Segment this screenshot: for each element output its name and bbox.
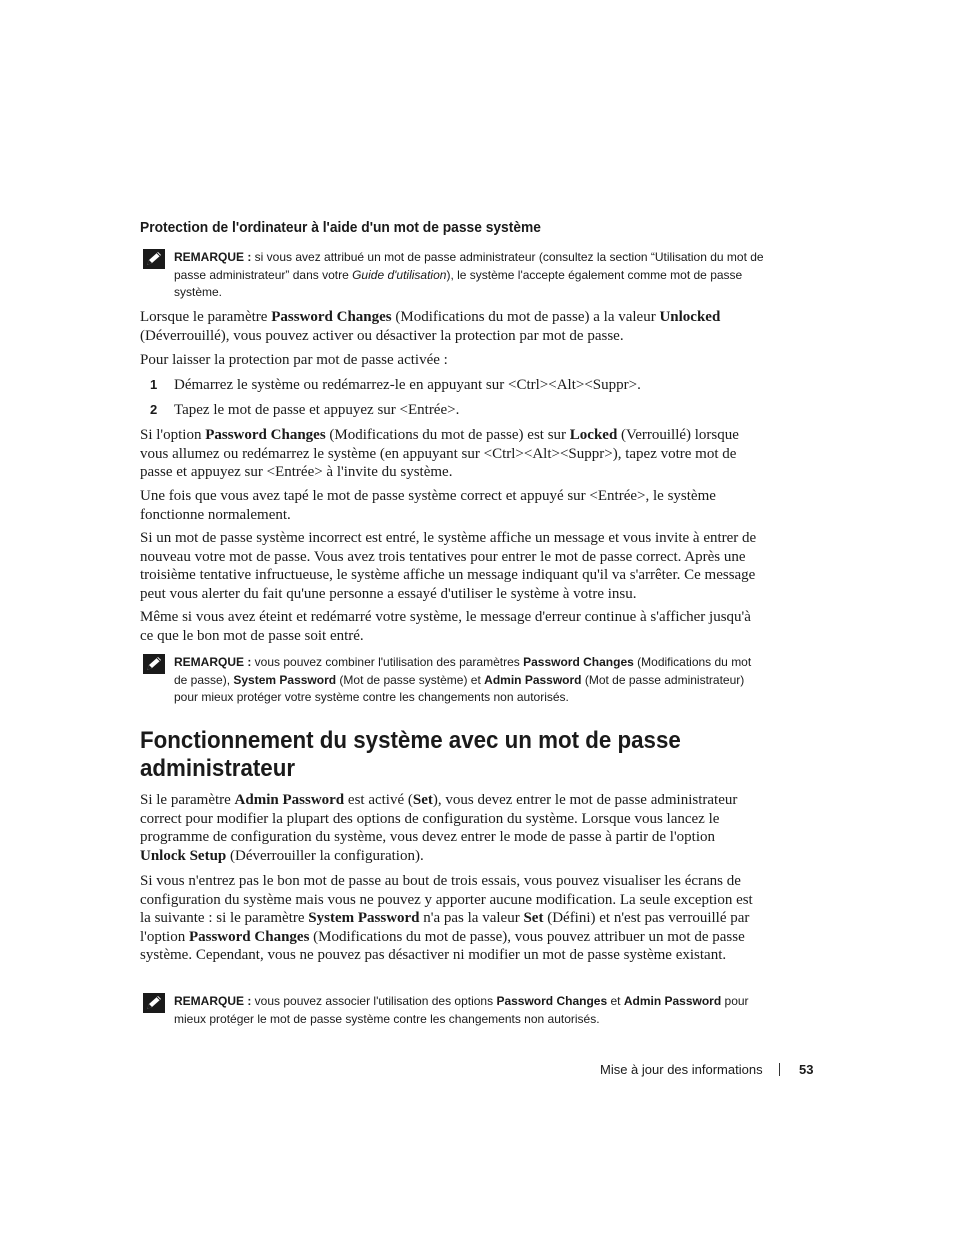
note-label: REMARQUE :: [174, 655, 252, 669]
footer-section-title: Mise à jour des informations: [600, 1062, 763, 1077]
step-text: Démarrez le système ou redémarrez-le en appuyant sur <Ctrl><Alt><Suppr>.: [174, 377, 641, 393]
setting-name: Password Changes: [496, 994, 608, 1008]
setting-value: Set: [412, 792, 433, 808]
page-number: 53: [799, 1062, 814, 1077]
step-text: Tapez le mot de passe et appuyez sur <Entrée>.: [174, 402, 460, 418]
setting-name: System Password: [233, 672, 337, 687]
paragraph: Lorsque le paramètre Password Changes (Modifications du mot de passe) a la valeur Unlocked (Déverrouillé), vous pouvez activer ou désactiver la protection par mot de passe.: [140, 309, 721, 344]
paragraph: Si l'option Password Changes (Modifications du mot de passe) est sur Locked (Verrouillé) lorsque vous allumez ou redémarrez le système (en appuyant sur <Ctrl><Alt><Suppr>), tapez votre mot de passe et appuyez sur <Entrée> à l'invite du système.: [140, 427, 739, 480]
step-number: 2: [150, 402, 158, 417]
note-text-part: ), le système l'accepte également comme mot de passe système.: [174, 267, 743, 299]
paragraph: Si un mot de passe système incorrect est entré, le système affiche un message et vous invite à entrer de nouveau votre mot de passe. Vous avez trois tentatives pour entrer le mot de passe correct. Après une troisième tentative infructueuse, le système affiche un message indiquant qu'il va s'arrêter. Ce message peut vous alerter du fait qu'une personne a essayé d'utiliser le système à votre insu.: [140, 530, 757, 602]
setting-name: Admin Password: [484, 672, 582, 687]
note-italic-title: Guide d'utilisation: [352, 267, 447, 282]
note-text: REMARQUE : vous pouvez combiner l'utilisation des paramètres Password Changes (Modifications du mot de passe), System Password (Mot de passe système) et Admin Password (Mot de passe administrateur) pour mieux protéger votre système contre les changements non autorisés.: [174, 655, 752, 704]
setting-name: Password Changes: [188, 928, 310, 945]
pencil-note-icon: [143, 249, 165, 269]
section-heading: Protection de l'ordinateur à l'aide d'un mot de passe système: [140, 219, 541, 236]
paragraph: Pour laisser la protection par mot de passe activée :: [140, 352, 448, 368]
section-heading-main: Fonctionnement du système avec un mot de passe administrateur: [140, 727, 681, 782]
note-text: REMARQUE : vous pouvez associer l'utilisation des options Password Changes et Admin Password pour mieux protéger le mot de passe système contre les changements non autorisés.: [174, 994, 749, 1026]
paragraph: Une fois que vous avez tapé le mot de passe système correct et appuyé sur <Entrée>, le système fonctionne normalement.: [140, 488, 716, 523]
setting-name: System Password: [308, 910, 420, 926]
paragraph: Si le paramètre Admin Password est activé (Set), vous devez entrer le mot de passe administrateur correct pour modifier la plupart des options de configuration du système. Lorsque vous lancez le programme de configuration du système, vous devez entrer le mode de passe à partir de l'option Unlock Setup (Déverrouiller la configuration).: [140, 792, 738, 864]
note-text-part: si vous avez attribué un mot de passe administrateur (consultez la section “Utilisation du mot de passe administrateur” dans votre: [174, 250, 764, 282]
setting-value: Unlocked: [659, 309, 721, 325]
setting-value: Set: [523, 910, 544, 926]
setting-value: Locked: [569, 427, 618, 443]
paragraph: Si vous n'entrez pas le bon mot de passe au bout de trois essais, vous pouvez visualiser les écrans de configuration du système mais vous ne pouvez y apporter aucune modification. La seule exception est la suivante : si le paramètre System Password n'a pas la valeur Set (Défini) et n'est pas verrouillé par l'option Password Changes (Modifications du mot de passe), vous pouvez attribuer un mot de passe système. Cependant, vous ne pouvez pas désactiver ni modifier un mot de passe système existant.: [140, 873, 753, 963]
setting-name: Password Changes: [205, 427, 326, 443]
step-number: 1: [150, 377, 158, 392]
note-text: [174, 249, 764, 302]
setting-name: Password Changes: [271, 309, 392, 325]
setting-name: Admin Password: [623, 994, 722, 1008]
setting-name: Password Changes: [523, 655, 634, 669]
pencil-note-icon: [143, 654, 165, 674]
note-label: REMARQUE :: [174, 994, 252, 1008]
footer-divider: [779, 1063, 780, 1076]
pencil-note-icon: [143, 993, 165, 1013]
paragraph: Même si vous avez éteint et redémarré votre système, le message d'erreur continue à s'afficher jusqu'à ce que le bon mot de passe soit entré.: [140, 609, 751, 644]
setting-name: Admin Password: [234, 792, 345, 808]
setting-name: Unlock Setup: [140, 847, 227, 864]
note-label: REMARQUE :: [174, 250, 252, 264]
